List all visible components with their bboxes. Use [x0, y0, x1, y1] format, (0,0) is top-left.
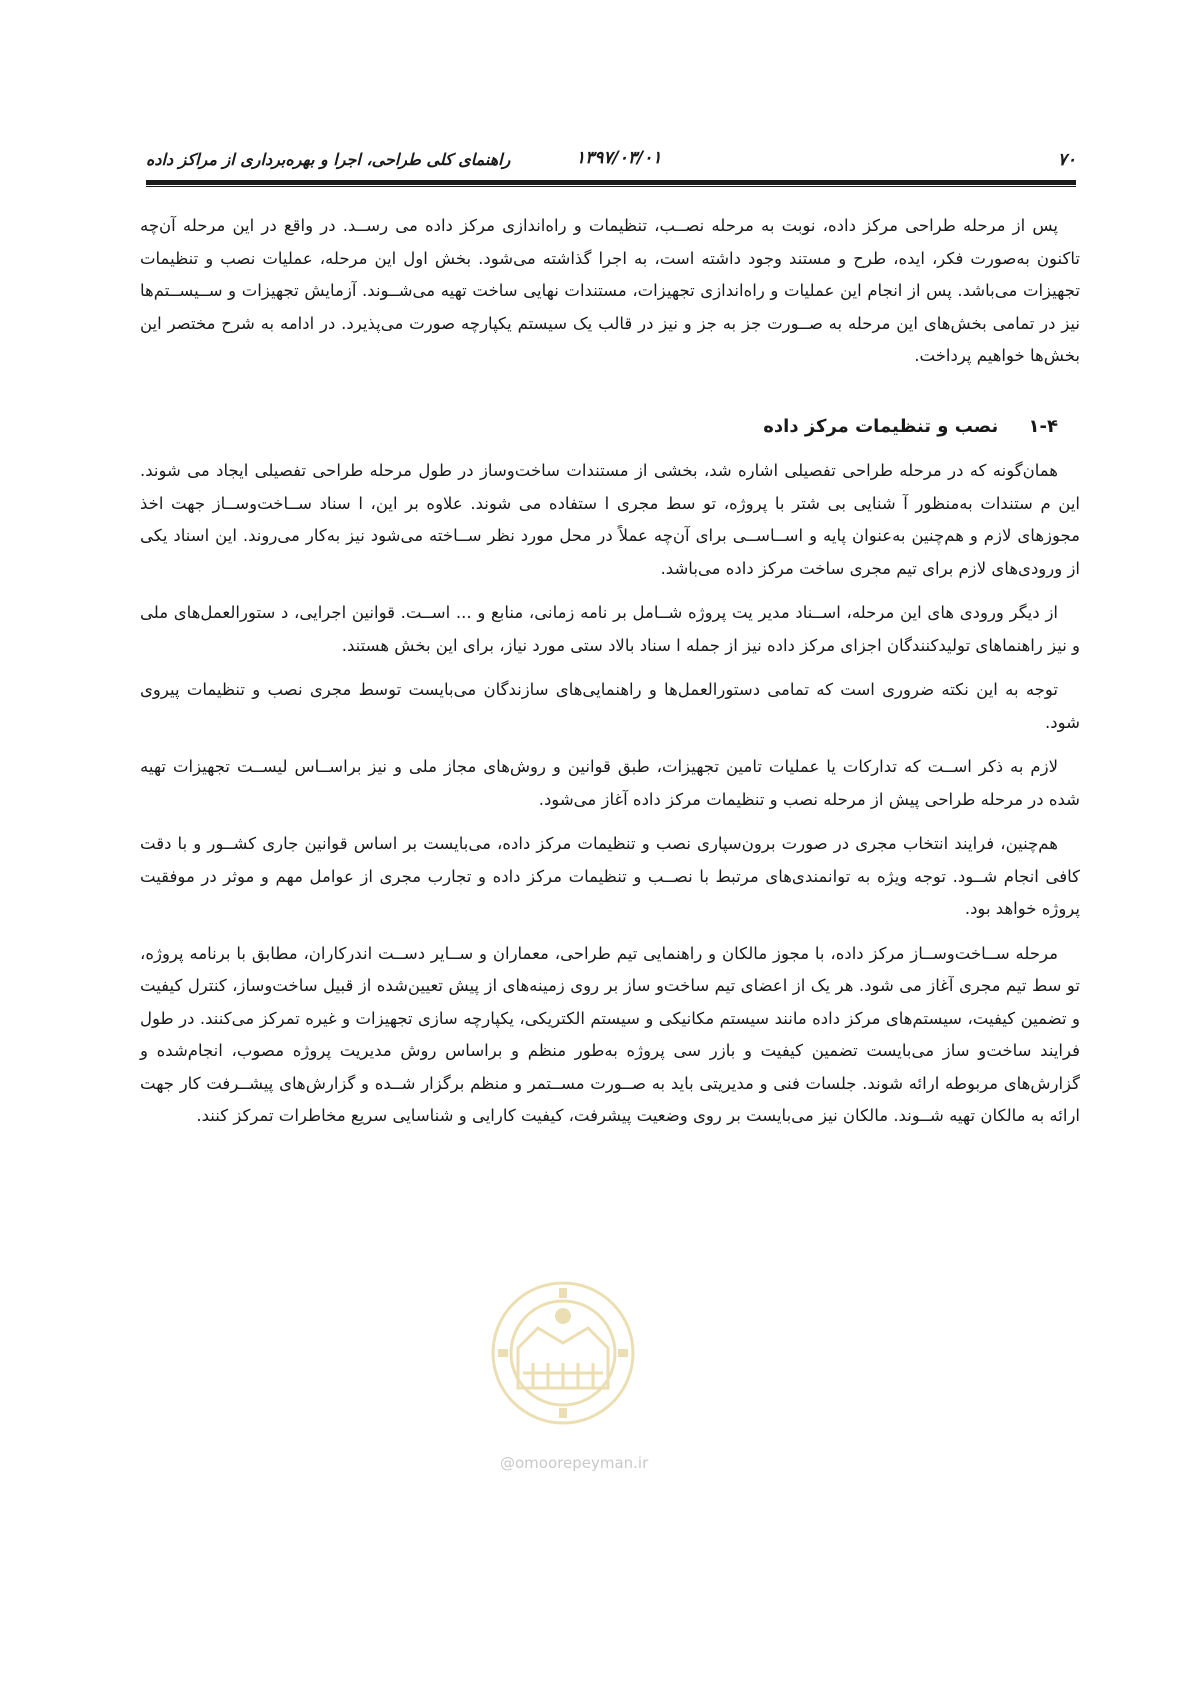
- section-title: نصب و تنظیمات مرکز داده: [763, 415, 999, 437]
- watermark-text: @omoorepeyman.ir: [500, 1454, 649, 1472]
- page-number: ۷۰: [1057, 150, 1076, 170]
- body-text: [140, 210, 1080, 1145]
- paragraph-2: از دیگر ورودی های این مرحله، اســناد مدیر یت پروژه شــامل بر نامه زمانی، منابع و ... اســت. قوانین اجرایی، د ستورالعمل‌های ملی و نیز راهنماهای تولیدکنندگان اجزای مرکز داده نیز از جمله ا سناد بالاد ستی مورد نیاز، برای این بخش هستند.: [140, 603, 1080, 655]
- header-date: ۱۳۹۷/۰۳/۰۱: [576, 148, 662, 168]
- paragraph-1: همان‌گونه که در مرحله طراحی تفصیلی اشاره شد، بخشی از مستندات ساخت‌وساز در طول مرحله طراحی تفصیلی ایجاد می شوند. این م ستندات به‌منظور آ شنایی بی شتر با پروژه، تو سط مجری ا ستفاده می شوند. علاوه بر این، ا سناد ســاخت‌وســاز جهت اخذ مجوزهای لازم و هم‌چنین به‌عنوان پایه و اســاســی برای آن‌چه عملاً در محل مورد نظر ســاخته می‌شود نیز به‌کار می‌روند. این اسناد یکی از ورودی‌های لازم برای تیم مجری ساخت مرکز داده می‌باشد.: [140, 461, 1080, 578]
- watermark-logo-icon: [478, 1268, 648, 1438]
- section-heading: [140, 411, 1080, 444]
- header-rule-thin: [146, 186, 1076, 187]
- paragraph-5: هم‌چنین، فرایند انتخاب مجری در صورت برون‌سپاری نصب و تنظیمات مرکز داده، می‌بایست بر اساس قوانین جاری کشــور و با دقت کافی انجام شــود. توجه ویژه به توانمندی‌های مرتبط با نصــب و تنظیمات مرکز داده و تجارب مجری از عوامل مهم و موثر در موفقیت پروژه خواهد بود.: [140, 834, 1080, 918]
- paragraph-4: لازم به ذکر اســت که تدارکات یا عملیات تامین تجهیزات، طبق قوانین و روش‌های مجاز ملی و نیز براســاس لیســت تجهیزات تهیه شده در مرحله طراحی پیش از مرحله نصب و تنظیمات مرکز داده آغاز می‌شود.: [140, 757, 1080, 809]
- header-rule-thick: [146, 180, 1076, 185]
- paragraph-6: مرحله ســاخت‌وســاز مرکز داده، با مجوز مالکان و راهنمایی تیم طراحی، معماران و ســایر دســت اندرکاران، مطابق با برنامه پروژه، تو سط تیم مجری آغاز می شود. هر یک از اعضای تیم ساخت‌و ساز بر روی زمینه‌های از پیش تعیین‌شده از قبیل ساخت‌وساز، کنترل کیفیت و تضمین کیفیت، سیستم‌های مرکز داده مانند سیستم مکانیکی و سیستم الکتریکی، یکپارچه سازی تجهیزات و غیره تمرکز می‌کنند. در طول فرایند ساخت‌و ساز می‌بایست تضمین کیفیت و بازر سی پروژه به‌طور منظم و براساس روش مدیریت پروژه مصوب، انجام‌شده و گزارش‌های مربوطه ارائه شوند. جلسات فنی و مدیریتی باید به صــورت مســتمر و منظم برگزار شــده و گزارش‌های پیشــرفت کار جهت ارائه به مالکان تهیه شــوند. مالکان نیز می‌بایست بر روی وضعیت پیشرفت، کیفیت کارایی و شناسایی سریع مخاطرات تمرکز کنند.: [140, 943, 1080, 1125]
- paragraph-3: توجه به این نکته ضروری است که تمامی دستورالعمل‌ها و راهنمایی‌های سازندگان می‌بایست توسط مجری نصب و تنظیمات پیروی شود.: [140, 680, 1080, 732]
- section-number: ۱-۴: [1028, 415, 1058, 437]
- intro-paragraph: پس از مرحله طراحی مرکز داده، نوبت به مرحله نصــب، تنظیمات و راه‌اندازی مرکز داده می رســد. در واقع در این مرحله آن‌چه تاکنون به‌صورت فکر، ایده، طرح و مستند وجود داشته است، به اجرا گذاشته می‌شود. بخش اول این مرحله، عملیات نصب و تنظیمات تجهیزات می‌باشد. پس از انجام این عملیات و راه‌اندازی تجهیزات، مستندات نهایی ساخت تهیه می‌شــوند. آزمایش تجهیزات و ســیســتم‌ها نیز در تمامی بخش‌های این مرحله به صــورت جز به جز و نیز در قالب یک سیستم یکپارچه صورت می‌پذیرد. در ادامه به شرح مختصر این بخش‌ها خواهیم پرداخت.: [140, 216, 1080, 365]
- header-title: راهنمای کلی طراحی، اجرا و بهره‌برداری از مراکز داده: [146, 150, 511, 169]
- page-header: [146, 148, 1076, 178]
